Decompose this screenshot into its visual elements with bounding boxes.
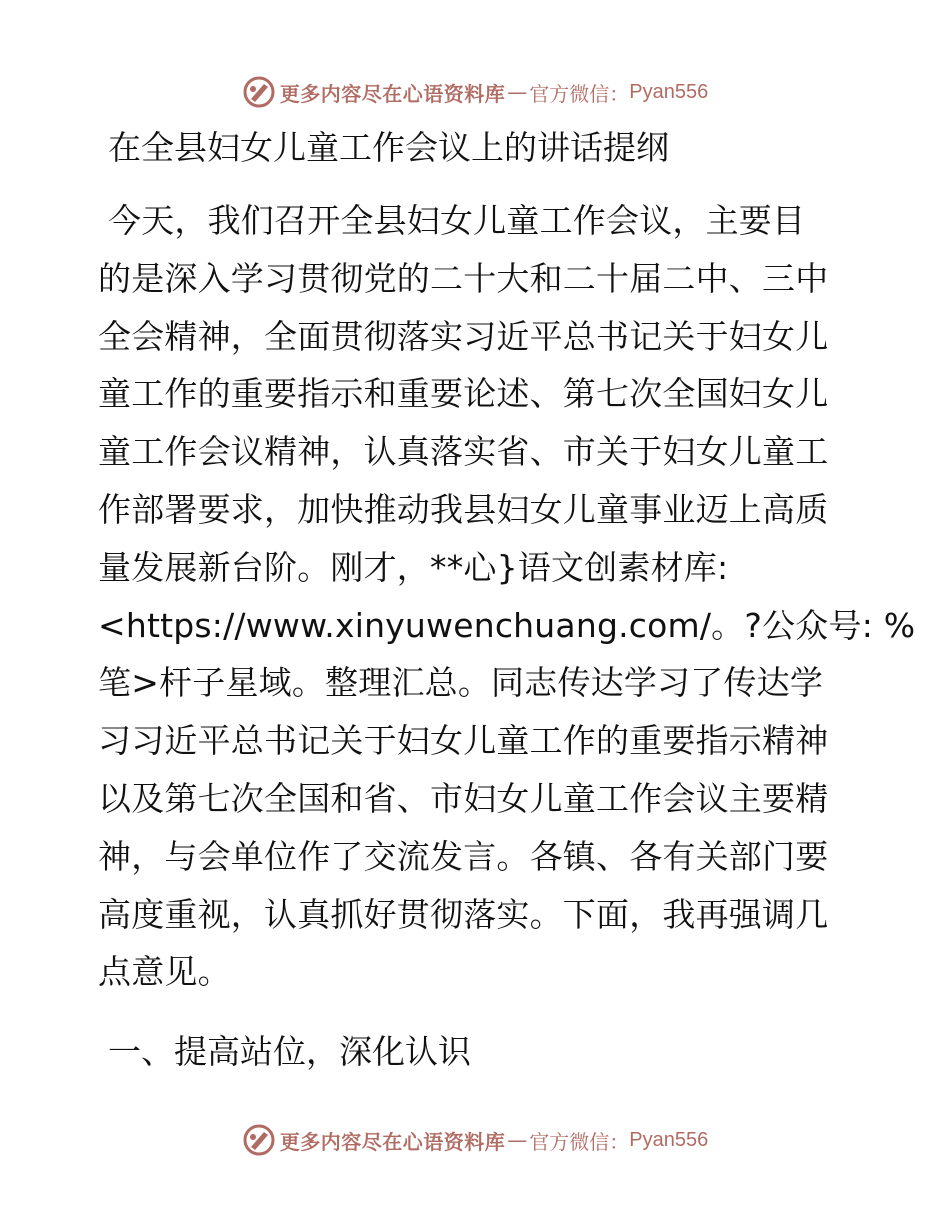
paragraph-line: 童工作会议精神，认真落实省、市关于妇女儿童工 xyxy=(98,432,829,472)
header-watermark xyxy=(0,72,950,112)
watermark-wechat-label: 官方微信： xyxy=(529,81,630,106)
watermark-wechat-id: Pyan556 xyxy=(629,80,709,103)
pen-logo-icon xyxy=(242,1123,276,1157)
paragraph-line: 高度重视，认真抓好贯彻落实。下面，我再强调几 xyxy=(98,894,829,934)
paragraph-line: 习习近平总书记关于妇女儿童工作的重要指示精神 xyxy=(98,721,829,761)
paragraph-line: 点意见。 xyxy=(98,952,231,992)
paragraph-line: 全会精神，全面贯彻落实习近平总书记关于妇女儿 xyxy=(98,316,829,356)
watermark-site-text: 更多内容尽在心语资料库 xyxy=(279,81,506,106)
footer-watermark xyxy=(0,1120,950,1160)
section-heading: 一、提高站位，深化认识 xyxy=(108,1032,471,1071)
watermark-wechat-id: Pyan556 xyxy=(629,1128,709,1151)
paragraph-line: 的是深入学习贯彻党的二十大和二十届二中、三中 xyxy=(98,258,829,298)
body-paragraph xyxy=(98,192,916,1001)
paragraph-line: 作部署要求，加快推动我县妇女儿童事业迈上高质 xyxy=(98,489,829,529)
watermark-dash: — xyxy=(507,1128,528,1152)
pen-logo-icon xyxy=(242,75,276,109)
paragraph-line: 量发展新台阶。刚才，**心}语文创素材库: xyxy=(98,547,729,587)
paragraph-line: 以及第七次全国和省、市妇女儿童工作会议主要精 xyxy=(98,778,829,818)
watermark-site-text: 更多内容尽在心语资料库 xyxy=(279,1129,506,1154)
paragraph-line: 笔>杆子星域。整理汇总。同志传达学习了传达学 xyxy=(98,663,824,703)
paragraph-line: 今天，我们召开全县妇女儿童工作会议，主要目 xyxy=(108,201,806,240)
document-title: 在全县妇女儿童工作会议上的讲话提纲 xyxy=(108,128,669,167)
paragraph-line: <https://www.xinyuwenchuang.com/。?公众号: % xyxy=(98,605,916,645)
paragraph-line: 神，与会单位作了交流发言。各镇、各有关部门要 xyxy=(98,836,829,876)
paragraph-line: 童工作的重要指示和重要论述、第七次全国妇女儿 xyxy=(98,374,829,414)
watermark-wechat-label: 官方微信： xyxy=(529,1129,630,1154)
watermark-dash: — xyxy=(507,80,528,104)
